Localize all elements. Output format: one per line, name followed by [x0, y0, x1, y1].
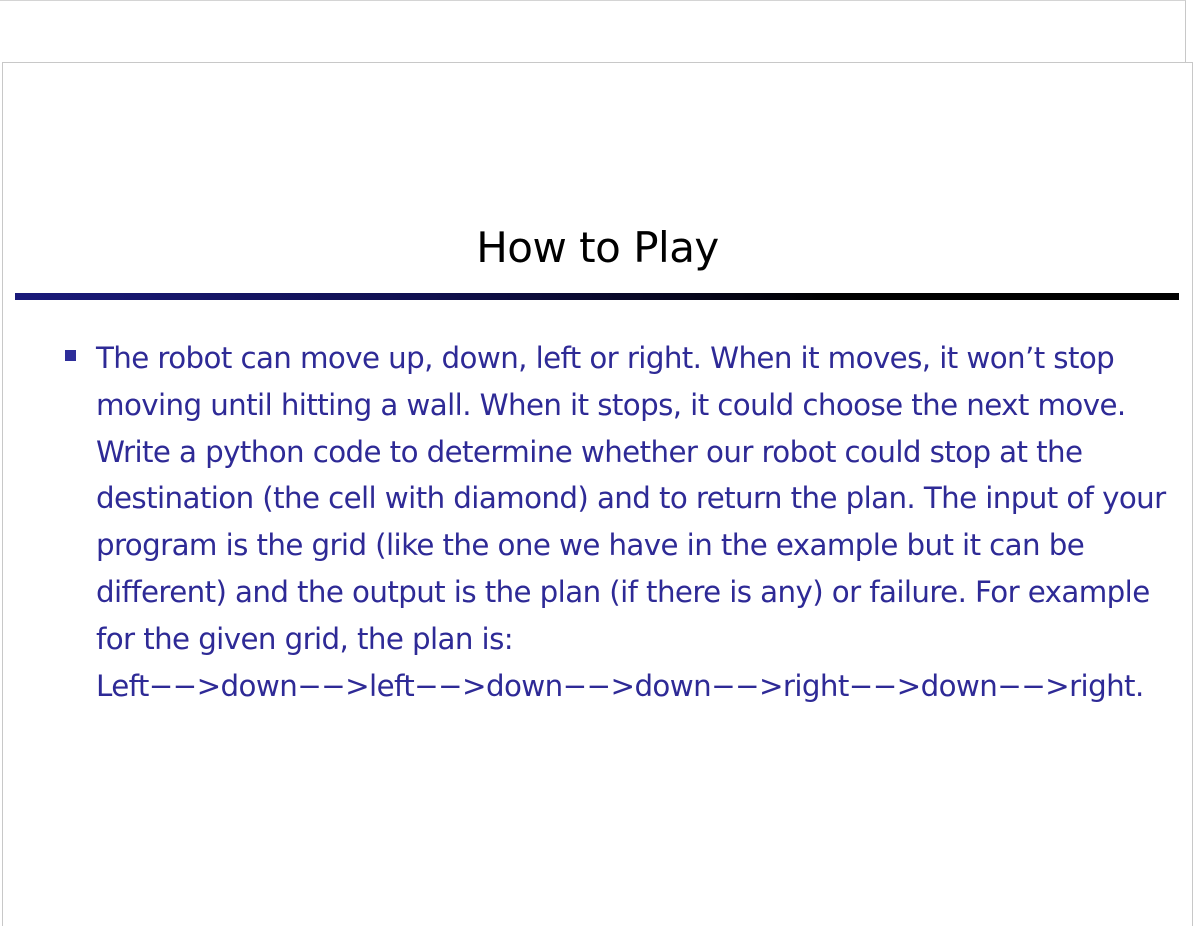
square-bullet-icon [65, 350, 76, 361]
slide-title: How to Play [476, 223, 719, 272]
bullet-item [65, 335, 1175, 709]
title-divider [15, 293, 1179, 300]
previous-page-edge [0, 0, 1186, 62]
slide [2, 62, 1193, 926]
plan-text: Left−−>down−−>left−−>down−−>down−−>right−−>down−−>right. [96, 668, 1144, 703]
bullet-text: The robot can move up, down, left or right. When it moves, it won’t stop moving until hitting a wall. When it stops, it could choose the next move. Write a python code to determine whether our robot could stop at the destination (the cell with diamond) and to return the plan. The input of your program is the grid (like the one we have in the example but it can be different) and the output is the plan (if there is any) or failure. For example for the given grid, the plan is: [96, 341, 1166, 656]
